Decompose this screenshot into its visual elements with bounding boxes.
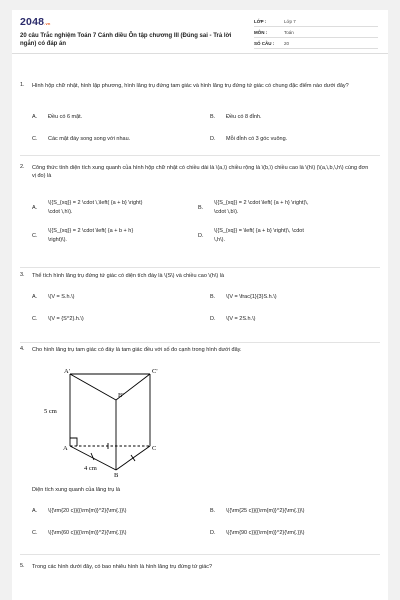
meta-row-count: [254, 38, 378, 49]
meta-key: MÔN :: [254, 29, 268, 35]
page-header: [12, 10, 388, 54]
question-1: [20, 82, 380, 152]
option-letter: D.: [210, 316, 216, 322]
base-label: 4 cm: [84, 465, 97, 472]
option-letter: A.: [32, 114, 38, 120]
option-text: \({\rm{25 c}}{{\rm{m}}^2}{\rm{.}}\): [226, 508, 305, 514]
meta-row-subject: [254, 27, 378, 38]
option-text: Mỗi đỉnh có 3 góc vuông.: [226, 136, 288, 142]
option-letter: B.: [210, 508, 216, 514]
edge-a1-b1: [70, 374, 116, 400]
divider: [20, 155, 380, 156]
meta-table: [254, 16, 378, 49]
divider: [20, 554, 380, 555]
option-text: \(V = {S^2}.h.\): [48, 316, 84, 322]
option-letter: B.: [210, 294, 216, 300]
option-text: Đều có 6 mặt.: [48, 114, 83, 120]
logo-main: 2048: [20, 16, 45, 28]
document-page: [12, 10, 388, 600]
option-text: \(V = S.h.\): [48, 294, 75, 300]
question-number: 5.: [20, 563, 25, 569]
question-text: Công thức tính diện tích xung quanh của hình hộp chữ nhật có chiều dài là \(a,\) chiều rộng là \(b,\) chiều cao là \(h\) (\(a,\,b,\,h\) cùng đơn vị đo) là: [32, 165, 369, 179]
question-followup: Diện tích xung quanh của lăng trụ là: [32, 487, 121, 493]
option-text: \({S_{xq}} = 2 \cdot \,\left( {a + b} \right): [48, 200, 143, 206]
option-letter: B.: [210, 114, 216, 120]
option-text: \({S_{xq}} = \left( {a + b} \right)\, \cdot: [214, 228, 304, 234]
option-text: \({S_{xq}} = 2 \cdot \left( {a + h} \right)\,: [214, 200, 309, 206]
option-letter: A.: [32, 294, 38, 300]
question-number: 1.: [20, 82, 25, 88]
question-text: Hình hộp chữ nhật, hình lập phương, hình lăng trụ đứng tam giác và hình lăng trụ đứng tứ giác có chung đặc điểm nào dưới đây?: [32, 83, 349, 89]
document-title: 20 câu Trắc nghiệm Toán 7 Cánh diều Ôn tập chương III (Đúng sai - Trả lời ngắn) có đáp án: [20, 33, 232, 47]
vertex-label-b: B: [114, 472, 119, 478]
tick-mark: [91, 453, 94, 460]
meta-row-grade: [254, 16, 378, 27]
question-number: 2.: [20, 164, 25, 170]
meta-value: 20: [284, 40, 290, 46]
meta-key: LỚP :: [254, 18, 267, 24]
vertex-label-b1: B': [118, 392, 124, 399]
question-3: [20, 272, 380, 338]
height-label: 5 cm: [44, 408, 57, 415]
vertex-label-a1: A': [64, 368, 70, 375]
question-4-answers: [20, 486, 380, 546]
option-text-cont: \,h\).: [214, 237, 226, 243]
option-text-cont: \right)\).: [48, 237, 67, 243]
divider: [20, 342, 380, 343]
question-2: [20, 164, 380, 264]
question-text: Thể tích hình lăng trụ đứng tứ giác có diện tích đáy là \(S\) và chiều cao \(h\) là: [32, 273, 225, 279]
question-number: 4.: [20, 346, 25, 352]
divider: [20, 267, 380, 268]
option-letter: D.: [210, 136, 216, 142]
option-letter: D.: [210, 530, 216, 536]
option-letter: B.: [198, 205, 204, 211]
option-text: \({\rm{60 c}}{{\rm{m}}^2}{\rm{.}}\): [48, 530, 127, 536]
option-text: Các mặt đáy song song với nhau.: [48, 136, 131, 142]
option-letter: A.: [32, 508, 38, 514]
option-text: \({\rm{90 c}}{{\rm{m}}^2}{\rm{.}}\): [226, 530, 305, 536]
option-text-cont: \cdot \,b\).: [214, 209, 239, 215]
question-number: 3.: [20, 272, 25, 278]
question-text: Trong các hình dưới đây, có bao nhiêu hình là hình lăng trụ đứng tứ giác?: [32, 564, 213, 570]
question-text: Cho hình lăng trụ tam giác có đáy là tam giác đều với số đo cạnh trong hình dưới đây.: [32, 347, 242, 353]
meta-value: Toán: [284, 29, 294, 35]
meta-key: SỐ CÂU :: [254, 40, 275, 46]
option-letter: C.: [32, 136, 38, 142]
option-text: \(V = \frac{1}{3}S.h.\): [226, 294, 277, 300]
vertex-label-c: C: [152, 445, 157, 452]
option-text: \(V = 2S.h.\): [226, 316, 256, 322]
option-letter: C.: [32, 233, 38, 239]
vertex-label-a: A: [63, 445, 68, 452]
option-text: \({\rm{20 c}}{{\rm{m}}^2}{\rm{.}}\): [48, 508, 127, 514]
option-letter: D.: [198, 233, 204, 239]
option-text-cont: \cdot \,h\).: [48, 209, 73, 215]
vertex-label-c1: C': [152, 368, 158, 375]
prism-figure: [42, 366, 172, 478]
site-logo[interactable]: [20, 16, 51, 28]
option-text: Đều có 8 đỉnh.: [226, 114, 262, 120]
logo-suffix: .vn: [44, 21, 51, 26]
option-text: \({S_{xq}} = 2 \cdot \left( {a + b + h}: [48, 228, 134, 234]
tick-mark: [131, 455, 135, 461]
right-angle-mark: [70, 438, 77, 446]
question-5: [20, 563, 380, 583]
option-letter: C.: [32, 316, 38, 322]
meta-value: Lớp 7: [284, 18, 296, 24]
option-letter: C.: [32, 530, 38, 536]
option-letter: A.: [32, 205, 38, 211]
